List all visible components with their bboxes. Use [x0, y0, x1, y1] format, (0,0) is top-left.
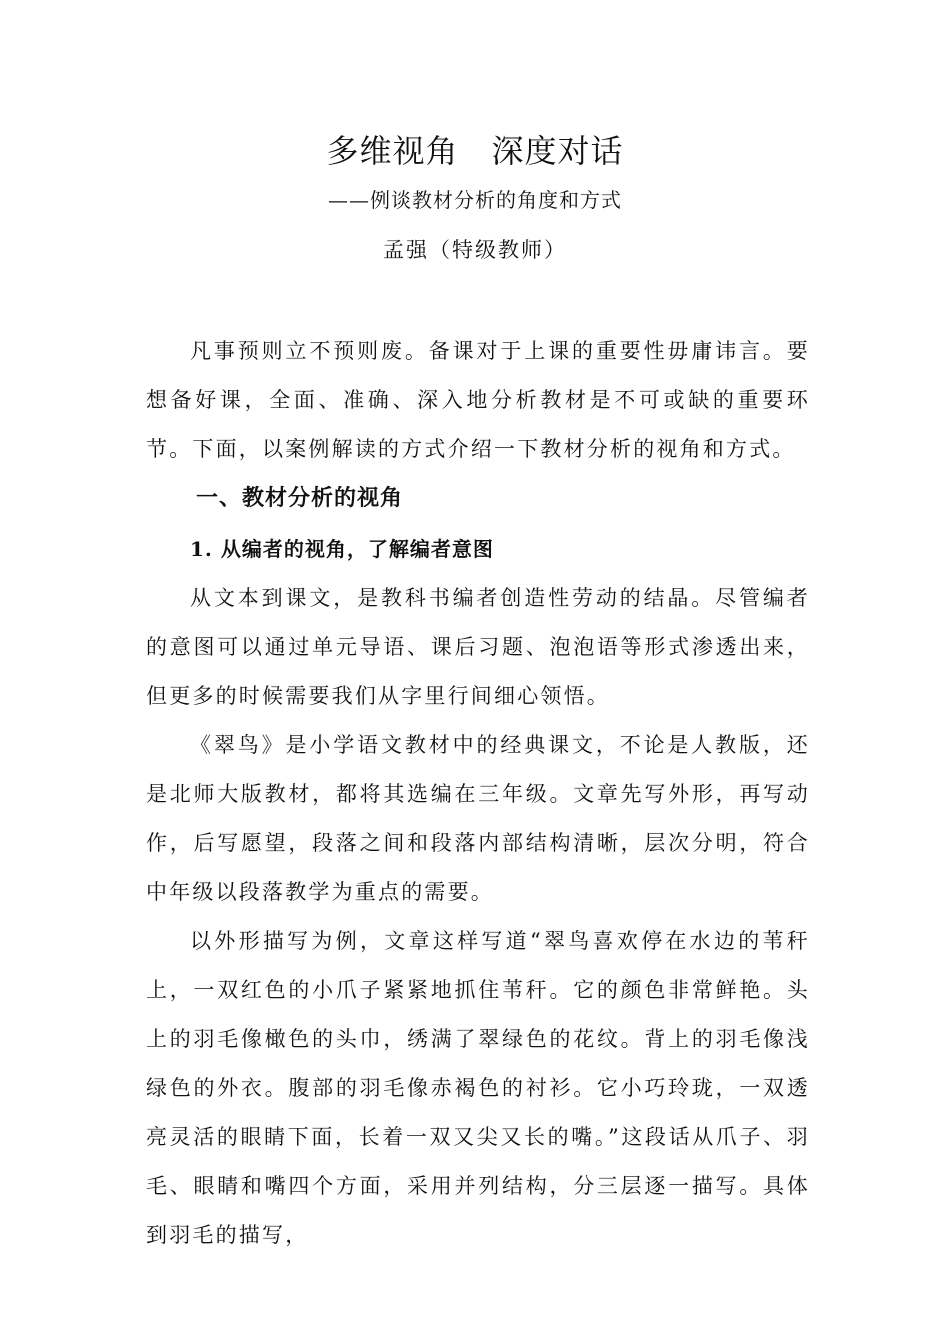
intro-paragraph: 凡事预则立不预则废。备课对于上课的重要性毋庸讳言。要想备好课，全面、准确、深入地分析教材是不可或缺的重要环节。下面，以案例解读的方式介绍一下教材分析的视角和方式。 [146, 339, 810, 461]
document-body [146, 327, 810, 1260]
section-heading: 一、教材分析的视角 [196, 486, 404, 511]
document-author: 孟强（特级教师） [383, 238, 567, 262]
body-paragraph: 以外形描写为例，文章这样写道“翠鸟喜欢停在水边的苇秆上，一双红色的小爪子紧紧地抓住苇秆。它的颜色非常鲜艳。头上的羽毛像橄色的头巾，绣满了翠绿色的花纹。背上的羽毛像浅绿色的外衣。腹部的羽毛像赤褐色的衬衫。它小巧玲珑，一双透亮灵活的眼睛下面，长着一双又尖又长的嘴。”这段话从爪子、羽毛、眼睛和嘴四个方面，采用并列结构，分三层逐一描写。具体到羽毛的描写， [146, 929, 810, 1247]
body-paragraph: 《翠鸟》是小学语文教材中的经典课文，不论是人教版，还是北师大版教材，都将其选编在三年级。文章先写外形，再写动作，后写愿望，段落之间和段落内部结构清晰，层次分明，符合中年级以段落教学为重点的需要。 [146, 733, 810, 904]
body-paragraph: 从文本到课文，是教科书编者创造性劳动的结晶。尽管编者的意图可以通过单元导语、课后习题、泡泡语等形式渗透出来，但更多的时候需要我们从字里行间细心领悟。 [146, 586, 810, 708]
subsection-heading: 1. 从编者的视角，了解编者意图 [190, 537, 494, 561]
document-title: 多维视角 深度对话 [326, 132, 624, 170]
document-subtitle: ——例谈教材分析的角度和方式 [328, 188, 622, 212]
